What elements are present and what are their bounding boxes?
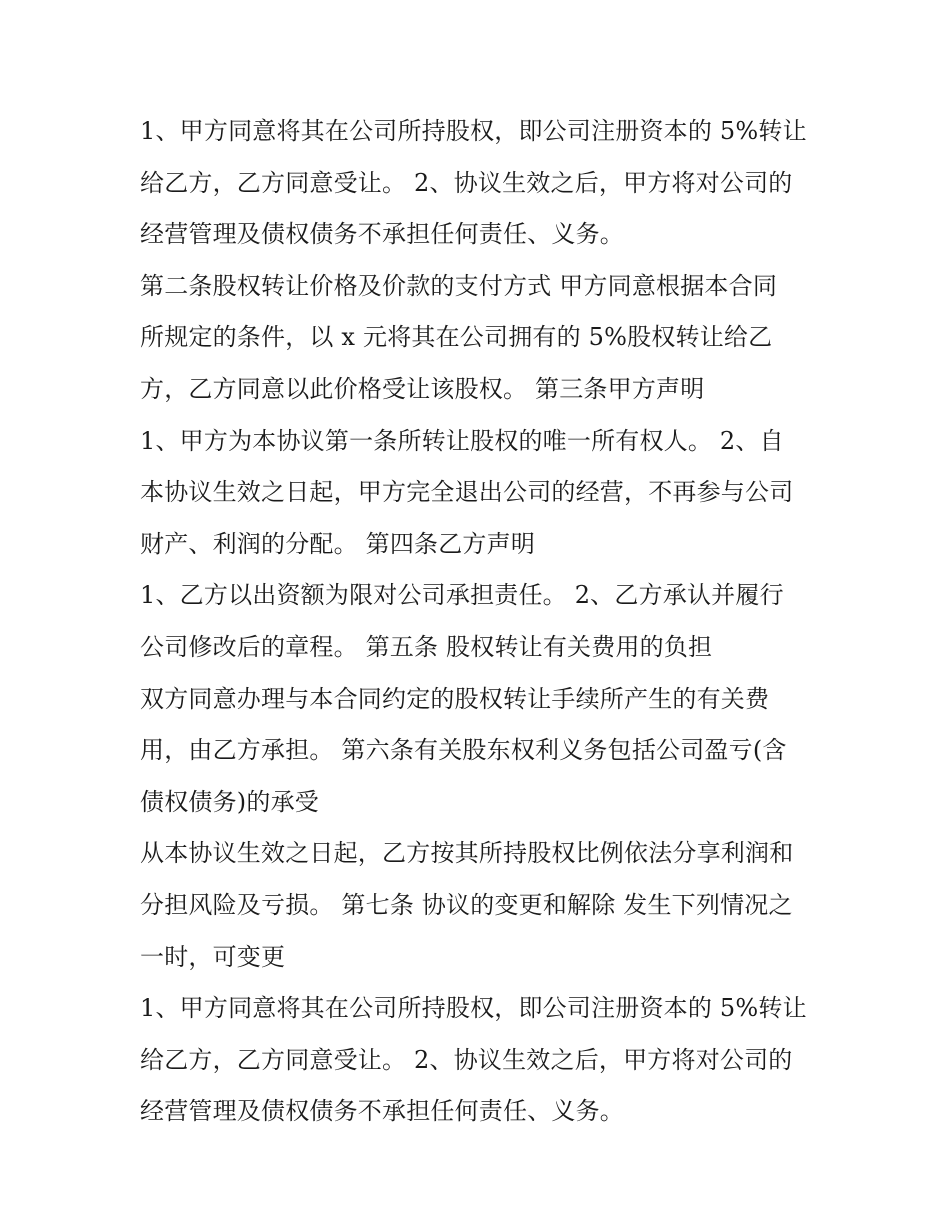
text-line: 第二条股权转让价格及价款的支付方式 甲方同意根据本合同 <box>140 271 778 300</box>
text-line: 用，由乙方承担。 第六条有关股东权利义务包括公司盈亏(含 <box>140 736 787 765</box>
text-line: 本协议生效之日起，甲方完全退出公司的经营，不再参与公司 <box>140 478 794 507</box>
text-line: 分担风险及亏损。 第七条 协议的变更和解除 发生下列情况之 <box>140 890 793 919</box>
text-line: 方，乙方同意以此价格受让该股权。 第三条甲方声明 <box>140 374 705 403</box>
text-line: 财产、利润的分配。 第四条乙方声明 <box>140 529 536 558</box>
text-line: 债权债务)的承受 <box>140 787 319 816</box>
text-line: 1、甲方同意将其在公司所持股权，即公司注册资本的 5%转让 <box>140 117 807 145</box>
text-line: 给乙方，乙方同意受让。 2、协议生效之后，甲方将对公司的 <box>140 1045 793 1074</box>
text-line: 经营管理及债权债务不承担任何责任、义务。 <box>140 220 624 249</box>
text-line: 1、乙方以出资额为限对公司承担责任。 2、乙方承认并履行 <box>140 581 784 610</box>
text-line: 一时，可变更 <box>140 942 286 971</box>
text-line: 经营管理及债权债务不承担任何责任、义务。 <box>140 1097 624 1126</box>
text-line: 从本协议生效之日起，乙方按其所持股权比例依法分享利润和 <box>140 839 794 868</box>
text-line: 双方同意办理与本合同约定的股权转让手续所产生的有关费 <box>140 684 770 713</box>
text-line: 1、甲方为本协议第一条所转让股权的唯一所有权人。 2、自 <box>140 426 784 455</box>
text-line: 1、甲方同意将其在公司所持股权，即公司注册资本的 5%转让 <box>140 994 807 1023</box>
text-line: 公司修改后的章程。 第五条 股权转让有关费用的负担 <box>140 632 713 661</box>
text-line: 给乙方，乙方同意受让。 2、协议生效之后，甲方将对公司的 <box>140 168 793 197</box>
text-line: 所规定的条件，以 x 元将其在公司拥有的 5%股权转让给乙 <box>140 323 773 352</box>
document-body <box>140 106 820 1138</box>
